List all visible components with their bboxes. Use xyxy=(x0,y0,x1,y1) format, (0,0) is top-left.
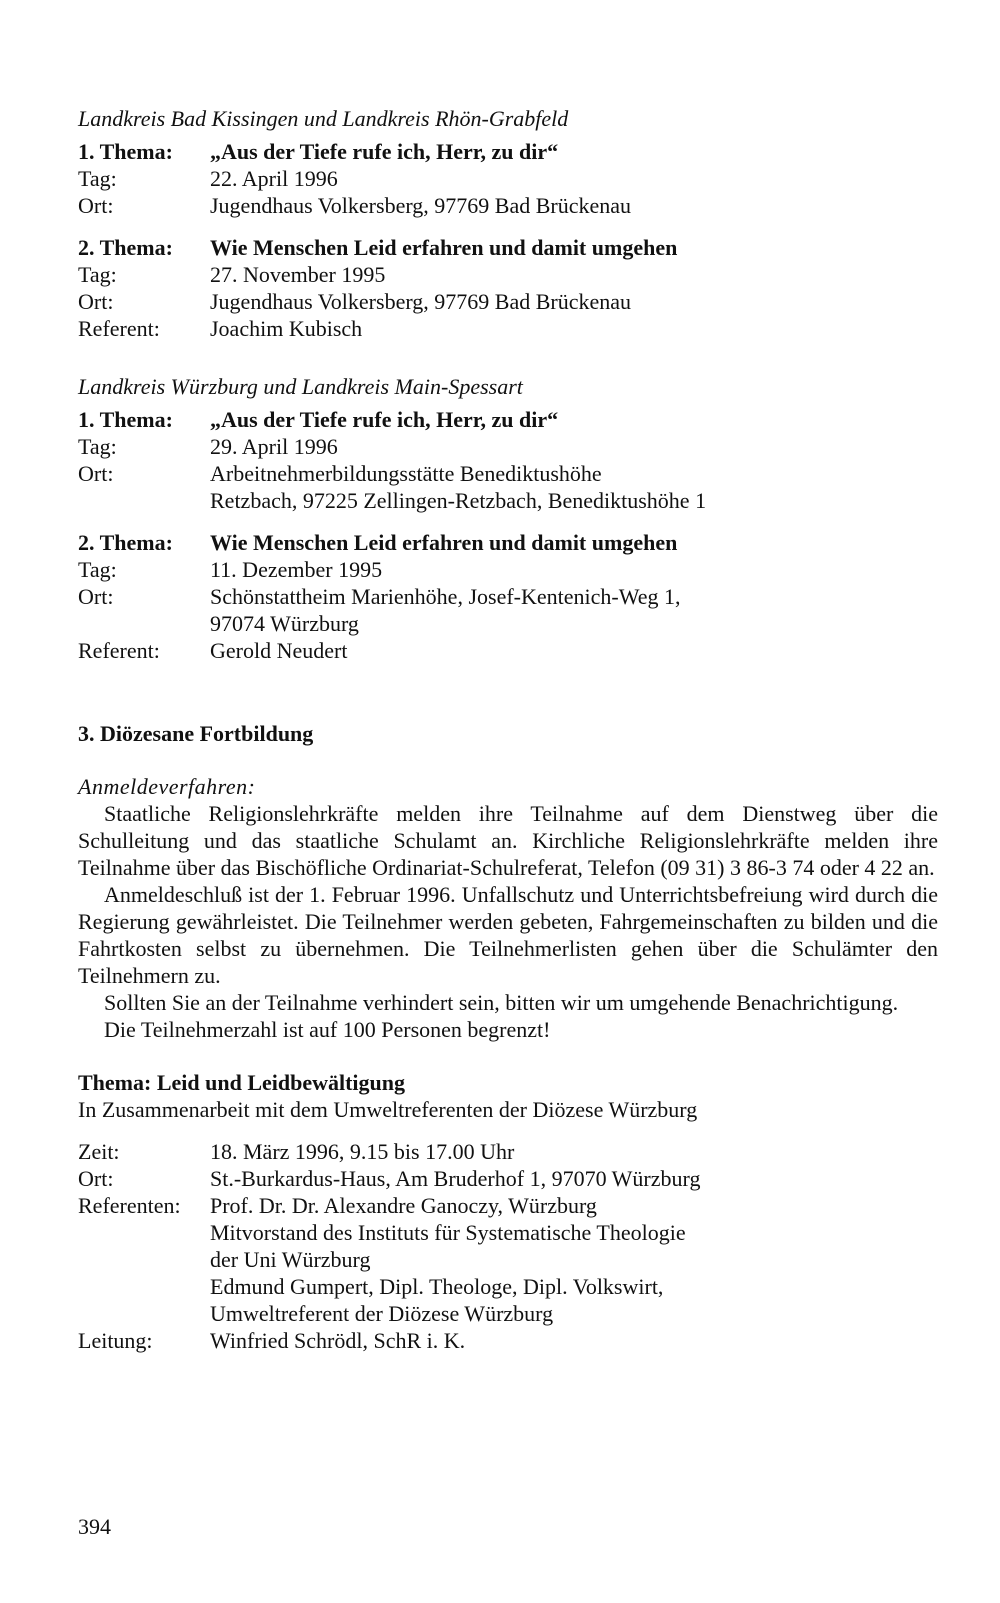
paragraph: Anmeldeschluß ist der 1. Februar 1996. Unfallschutz und Unterrichtsbefreiung wird durch die Regierung gewährleistet. Die Teilnehmer werden gebeten, Fahrgemeinschaften zu bilden und die Fahrtkosten selbst zu übernehmen. Die Teilnehmerlisten gehen über die Schulämter den Teilnehmern zu. xyxy=(78,882,938,988)
thema-label: 2. Thema: xyxy=(78,530,173,555)
event-block xyxy=(78,138,938,219)
tag-label: Tag: xyxy=(78,434,117,459)
referenten-value xyxy=(210,1192,938,1327)
zeit-label: Zeit: xyxy=(78,1139,120,1164)
referent-value: Joachim Kubisch xyxy=(210,316,363,341)
tag-value: 27. November 1995 xyxy=(210,262,386,287)
ort-label: Ort: xyxy=(78,584,114,609)
section-title-diozesane-fortbildung: 3. Diözesane Fortbildung xyxy=(78,721,314,746)
referent-value: Gerold Neudert xyxy=(210,638,348,663)
leitung-value: Winfried Schrödl, SchR i. K. xyxy=(210,1328,466,1353)
tag-row xyxy=(78,433,938,460)
thema-label: 2. Thema: xyxy=(78,235,173,260)
referenten-line: Prof. Dr. Dr. Alexandre Ganoczy, Würzburg xyxy=(210,1193,597,1218)
tag-label: Tag: xyxy=(78,262,117,287)
thema-value: Wie Menschen Leid erfahren und damit umgehen xyxy=(210,235,678,260)
ort-row xyxy=(78,192,938,219)
ort-value xyxy=(210,583,938,637)
referent-label: Referent: xyxy=(78,316,160,341)
zeit-value: 18. März 1996, 9.15 bis 17.00 Uhr xyxy=(210,1139,515,1164)
ort-line: Arbeitnehmerbildungsstätte Benediktushöhe xyxy=(210,461,602,486)
tag-value: 29. April 1996 xyxy=(210,434,338,459)
tag-row xyxy=(78,165,938,192)
tag-value: 11. Dezember 1995 xyxy=(210,557,383,582)
tag-row xyxy=(78,556,938,583)
ort-value xyxy=(210,460,938,514)
paragraph: Die Teilnehmerzahl ist auf 100 Personen begrenzt! xyxy=(104,1017,551,1042)
paragraph: Sollten Sie an der Teilnahme verhindert sein, bitten wir um umgehende Benachrichtigung. xyxy=(104,990,899,1015)
ort-row xyxy=(78,583,938,637)
ort-value: Jugendhaus Volkersberg, 97769 Bad Brückenau xyxy=(210,289,631,314)
tag-value: 22. April 1996 xyxy=(210,166,338,191)
referent-row xyxy=(78,315,938,342)
zeit-row xyxy=(78,1138,938,1165)
ort-line: 97074 Würzburg xyxy=(210,611,359,636)
tag-row xyxy=(78,261,938,288)
page-number: 394 xyxy=(78,1514,111,1539)
referent-label: Referent: xyxy=(78,638,160,663)
anmeldeverfahren-heading: Anmeldeverfahren: xyxy=(78,774,256,799)
event-block xyxy=(78,529,938,664)
ort-label: Ort: xyxy=(78,193,114,218)
leitung-row xyxy=(78,1327,938,1354)
event-block xyxy=(78,406,938,514)
thema-row xyxy=(78,529,938,556)
ort-label: Ort: xyxy=(78,461,114,486)
thema-title: Thema: Leid und Leidbewältigung xyxy=(78,1070,406,1095)
referenten-row xyxy=(78,1192,938,1327)
details-block xyxy=(78,1138,938,1354)
region-heading-bad-kissingen: Landkreis Bad Kissingen und Landkreis Rhön-Grabfeld xyxy=(78,106,569,131)
thema-value: „Aus der Tiefe rufe ich, Herr, zu dir“ xyxy=(210,407,559,432)
ort-row xyxy=(78,460,938,514)
document-page xyxy=(78,100,938,1354)
leitung-label: Leitung: xyxy=(78,1328,153,1353)
ort-row xyxy=(78,1165,938,1192)
ort-value: Jugendhaus Volkersberg, 97769 Bad Brückenau xyxy=(210,193,631,218)
thema-row xyxy=(78,138,938,165)
ort-row xyxy=(78,288,938,315)
referenten-line: Edmund Gumpert, Dipl. Theologe, Dipl. Volkswirt, xyxy=(210,1274,664,1299)
ort-label: Ort: xyxy=(78,1166,114,1191)
event-block xyxy=(78,234,938,342)
ort-line: Retzbach, 97225 Zellingen-Retzbach, Benediktushöhe 1 xyxy=(210,488,707,513)
tag-label: Tag: xyxy=(78,166,117,191)
ort-value: St.-Burkardus-Haus, Am Bruderhof 1, 97070 Würzburg xyxy=(210,1166,701,1191)
thema-value: Wie Menschen Leid erfahren und damit umgehen xyxy=(210,530,678,555)
region-heading-wuerzburg: Landkreis Würzburg und Landkreis Main-Spessart xyxy=(78,374,523,399)
referenten-line: der Uni Würzburg xyxy=(210,1247,371,1272)
ort-label: Ort: xyxy=(78,289,114,314)
referent-row xyxy=(78,637,938,664)
referenten-line: Mitvorstand des Instituts für Systematische Theologie xyxy=(210,1220,686,1245)
referenten-label: Referenten: xyxy=(78,1193,181,1218)
thema-row xyxy=(78,234,938,261)
paragraph: Staatliche Religionslehrkräfte melden ihre Teilnahme auf dem Dienstweg über die Schulleitung und das staatliche Schulamt an. Kirchliche Religionslehrkräfte melden ihre Teilnahme über das Bischöfliche Ordinariat-Schulreferat, Telefon (09 31) 3 86-3 74 oder 4 22 an. xyxy=(78,801,938,880)
thema-label: 1. Thema: xyxy=(78,407,173,432)
tag-label: Tag: xyxy=(78,557,117,582)
thema-label: 1. Thema: xyxy=(78,139,173,164)
ort-line: Schönstattheim Marienhöhe, Josef-Kentenich-Weg 1, xyxy=(210,584,681,609)
referenten-line: Umweltreferent der Diözese Würzburg xyxy=(210,1301,554,1326)
thema-value: „Aus der Tiefe rufe ich, Herr, zu dir“ xyxy=(210,139,559,164)
thema-row xyxy=(78,406,938,433)
thema-subtitle: In Zusammenarbeit mit dem Umweltreferenten der Diözese Würzburg xyxy=(78,1097,698,1122)
